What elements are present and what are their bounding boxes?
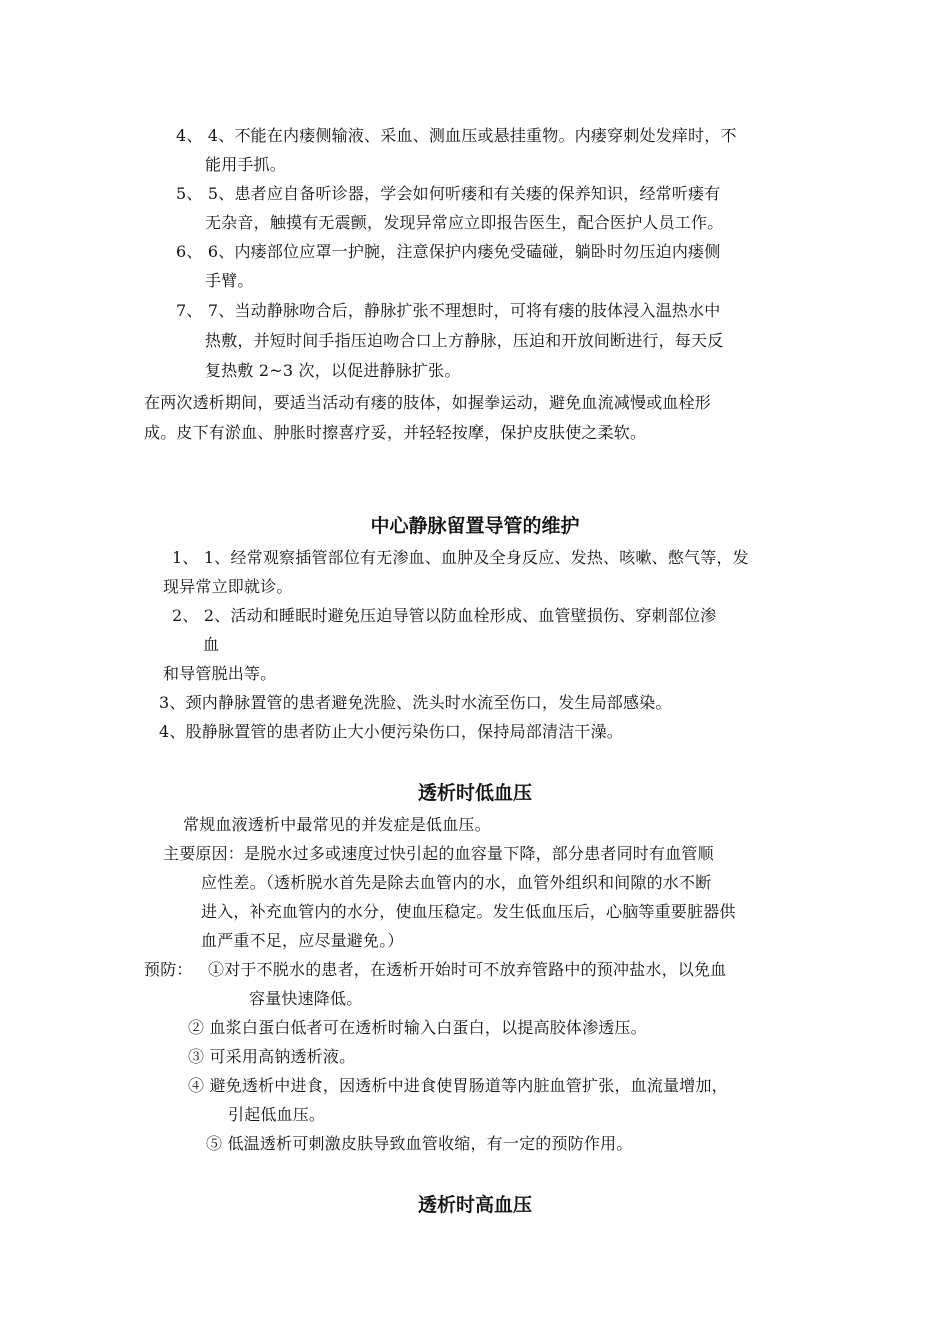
catheter-item-1-line-2: 现异常立即就诊。 <box>163 577 293 596</box>
fistula-item-6-line-2: 手臂。 <box>205 271 254 290</box>
fistula-item-4-line-2: 能用手抓。 <box>205 155 287 174</box>
fistula-item-7-line-1: 7、 7、当动静脉吻合后，静脉扩张不理想时，可将有瘘的肢体浸入温热水中 <box>176 301 721 320</box>
fistula-item-7-line-3: 复热敷 2~3 次，以促进静脉扩张。 <box>205 361 461 380</box>
hypotension-cause-line-4: 血严重不足，应尽量避免。） <box>201 931 404 950</box>
catheter-item-2-line-1: 2、 2、活动和睡眠时避免压迫导管以防血栓形成、血管壁损伤、穿刺部位渗 <box>172 606 717 625</box>
fistula-item-5-line-1: 5、 5、患者应自备听诊器，学会如何听瘘和有关瘘的保养知识，经常听瘘有 <box>176 184 721 203</box>
catheter-item-2-line-2: 血 <box>203 635 220 654</box>
prevention-item-2: ② 血浆白蛋白低者可在透析时输入白蛋白，以提高胶体渗透压。 <box>188 1018 647 1037</box>
between-dialysis-paragraph-line-2: 成。皮下有淤血、肿胀时擦喜疗妥，并轻轻按摩，保护皮肤使之柔软。 <box>144 423 647 442</box>
prevention-item-1-line-1: ①对于不脱水的患者，在透析开始时可不放弃管路中的预冲盐水，以免血 <box>208 960 727 979</box>
prevention-item-4-line-1: ④ 避免透析中进食，因透析中进食使胃肠道等内脏血管扩张，血流量增加， <box>188 1076 728 1095</box>
catheter-item-2-line-3: 和导管脱出等。 <box>163 664 277 683</box>
prevention-item-4-line-2: 引起低血压。 <box>228 1105 326 1124</box>
fistula-item-5-line-2: 无杂音，触摸有无震颤，发现异常应立即报告医生，配合医护人员工作。 <box>205 213 724 232</box>
catheter-item-4: 4、股静脉置管的患者防止大小便污染伤口，保持局部清洁干澡。 <box>159 722 623 741</box>
fistula-item-4-line-1: 4、 4、不能在内瘘侧输液、采血、测血压或悬挂重物。内瘘穿刺处发痒时，不 <box>176 126 737 145</box>
hypotension-cause-line-3: 进入，补充血管内的水分，使血压稳定。发生低血压后，心脑等重要脏器供 <box>201 902 736 921</box>
fistula-item-7-line-2: 热敷，并短时间手指压迫吻合口上方静脉，压迫和开放间断进行，每天反 <box>205 331 724 350</box>
hypotension-cause-line-1: 主要原因：是脱水过多或速度过快引起的血容量下降，部分患者同时有血管顺 <box>163 844 714 863</box>
fistula-item-6-line-1: 6、 6、内瘘部位应罩一护腕，注意保护内瘘免受磕碰，躺卧时勿压迫内瘘侧 <box>176 242 721 261</box>
section-title-hypotension: 透析时低血压 <box>417 782 532 804</box>
prevention-label: 预防： <box>144 960 193 979</box>
prevention-item-3: ③ 可采用高钠透析液。 <box>188 1047 356 1066</box>
hypotension-intro: 常规血液透析中最常见的并发症是低血压。 <box>183 815 491 834</box>
section-title-catheter: 中心静脉留置导管的维护 <box>370 515 580 537</box>
section-title-hypertension: 透析时高血压 <box>417 1194 532 1216</box>
prevention-item-5: ⑤ 低温透析可刺激皮肤导致血管收缩，有一定的预防作用。 <box>206 1134 633 1153</box>
between-dialysis-paragraph-line-1: 在两次透析期间，要适当活动有瘘的肢体，如握拳运动，避免血流减慢或血栓形 <box>144 393 712 412</box>
hypotension-cause-line-2: 应性差。（透析脱水首先是除去血管内的水，血管外组织和间隙的水不断 <box>201 873 712 892</box>
prevention-item-1-line-2: 容量快速降低。 <box>249 989 363 1008</box>
catheter-item-1-line-1: 1、 1、经常观察插管部位有无渗血、血肿及全身反应、发热、咳嗽、憋气等，发 <box>172 548 749 567</box>
catheter-item-3: 3、颈内静脉置管的患者避免洗脸、洗头时水流至伤口，发生局部感染。 <box>159 693 672 712</box>
